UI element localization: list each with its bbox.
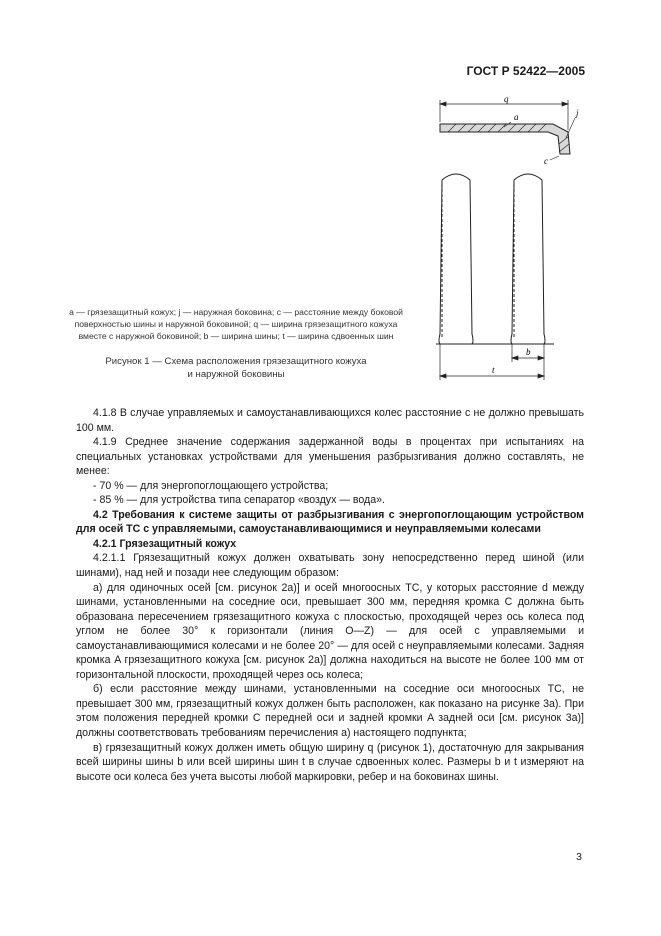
figure-caption: Рисунок 1 — Схема расположения грязезащитного кожуха и наружной боковины [105, 356, 367, 380]
section-heading-4-2-1: 4.2.1 Грязезащитный кожух [93, 537, 237, 550]
document-header: ГОСТ Р 52422—2005 [466, 64, 585, 78]
paragraph-4-1-9: 4.1.9 Среднее значение содержания задержанной воды в процентах при испытаниях на специальных установках устройствами для уменьшения разбрызгивания должно составлять, не менее: [76, 436, 584, 478]
paragraph-b: б) если расстояние между шинами, установленными на соседние оси многоосных ТС, не превышает 300 мм, грязезащитный кожух должен быть расположен, как показано на рисунке 3а). При этом положения передней кромки C передней оси и задней кромки A задней оси [см. рисунок 3а)] должны соответствовать требованиям перечисления а) настоящего подпункта; [76, 683, 584, 740]
label-c: c [544, 156, 548, 166]
label-a: a [514, 112, 519, 122]
section-heading-4-2: 4.2 Требования к системе защиты от разбрызгивания с энергопоглощающим устройством для осей ТС с управляемыми, самоустанавливающимися и неуправляемыми колесами [76, 508, 584, 536]
paragraph-4-1-8: 4.1.8 В случае управляемых и самоустанавливающихся колес расстояние c не должно превышать 100 мм. [76, 407, 584, 434]
paragraph-a: а) для одиночных осей [см. рисунок 2а)] и осей многоосных ТС, у которых расстояние d между шинами, установленными на соседние оси, превышает 300 мм, передняя кромка C должна быть образована пересечением грязезащитного кожуха с плоскостью, проходящей через ось колеса под углом не более 30° к горизонтали (линия O—Z) — для осей с управляемыми и самоустанавливающимися колесами и не более 20° — для осей с неуправляемыми колесами. Задняя кромка A грязезащитного кожуха [см. рисунок 2а)] должна находиться на высоте не более 100 мм от горизонтальной плоскости, проходящей через ось колеса; [76, 581, 584, 681]
paragraph-4-2-1-1: 4.2.1.1 Грязезащитный кожух должен охватывать зону непосредственно перед шиной (или шинами), над ней и позади нее следующим образом: [76, 552, 584, 580]
label-t: t [492, 365, 495, 375]
figure-legend: a — грязезащитный кожух; j — наружная боковина; c — расстояние между боковой поверхностью шины и наружной боковиной; q — ширина грязезащитного кожуха вместе с наружной боковиной; b — ширина шины; t — ширина сдвоенных шин [69, 307, 403, 341]
document-body [76, 406, 584, 784]
label-b: b [526, 347, 531, 357]
fender-diagram [418, 94, 588, 384]
tire-left [439, 174, 473, 344]
mudguard-shape [440, 124, 570, 154]
list-item: - 85 % — для устройства типа сепаратор «воздух — вода». [93, 494, 385, 507]
list-item: - 70 % — для энергопоглощающего устройства; [93, 479, 329, 492]
page-number: 3 [576, 851, 582, 863]
tire-right [511, 174, 545, 344]
label-q: q [504, 94, 509, 104]
label-j: j [576, 108, 579, 118]
paragraph-v: в) грязезащитный кожух должен иметь общую ширину q (рисунок 1), достаточную для закрывания всей ширины шины b или всей ширины шин t в случае сдвоенных колес. Размеры b и t измеряют на высоте оси колеса без учета высоты любой маркировки, ребер и на боковинах шины. [76, 741, 584, 783]
